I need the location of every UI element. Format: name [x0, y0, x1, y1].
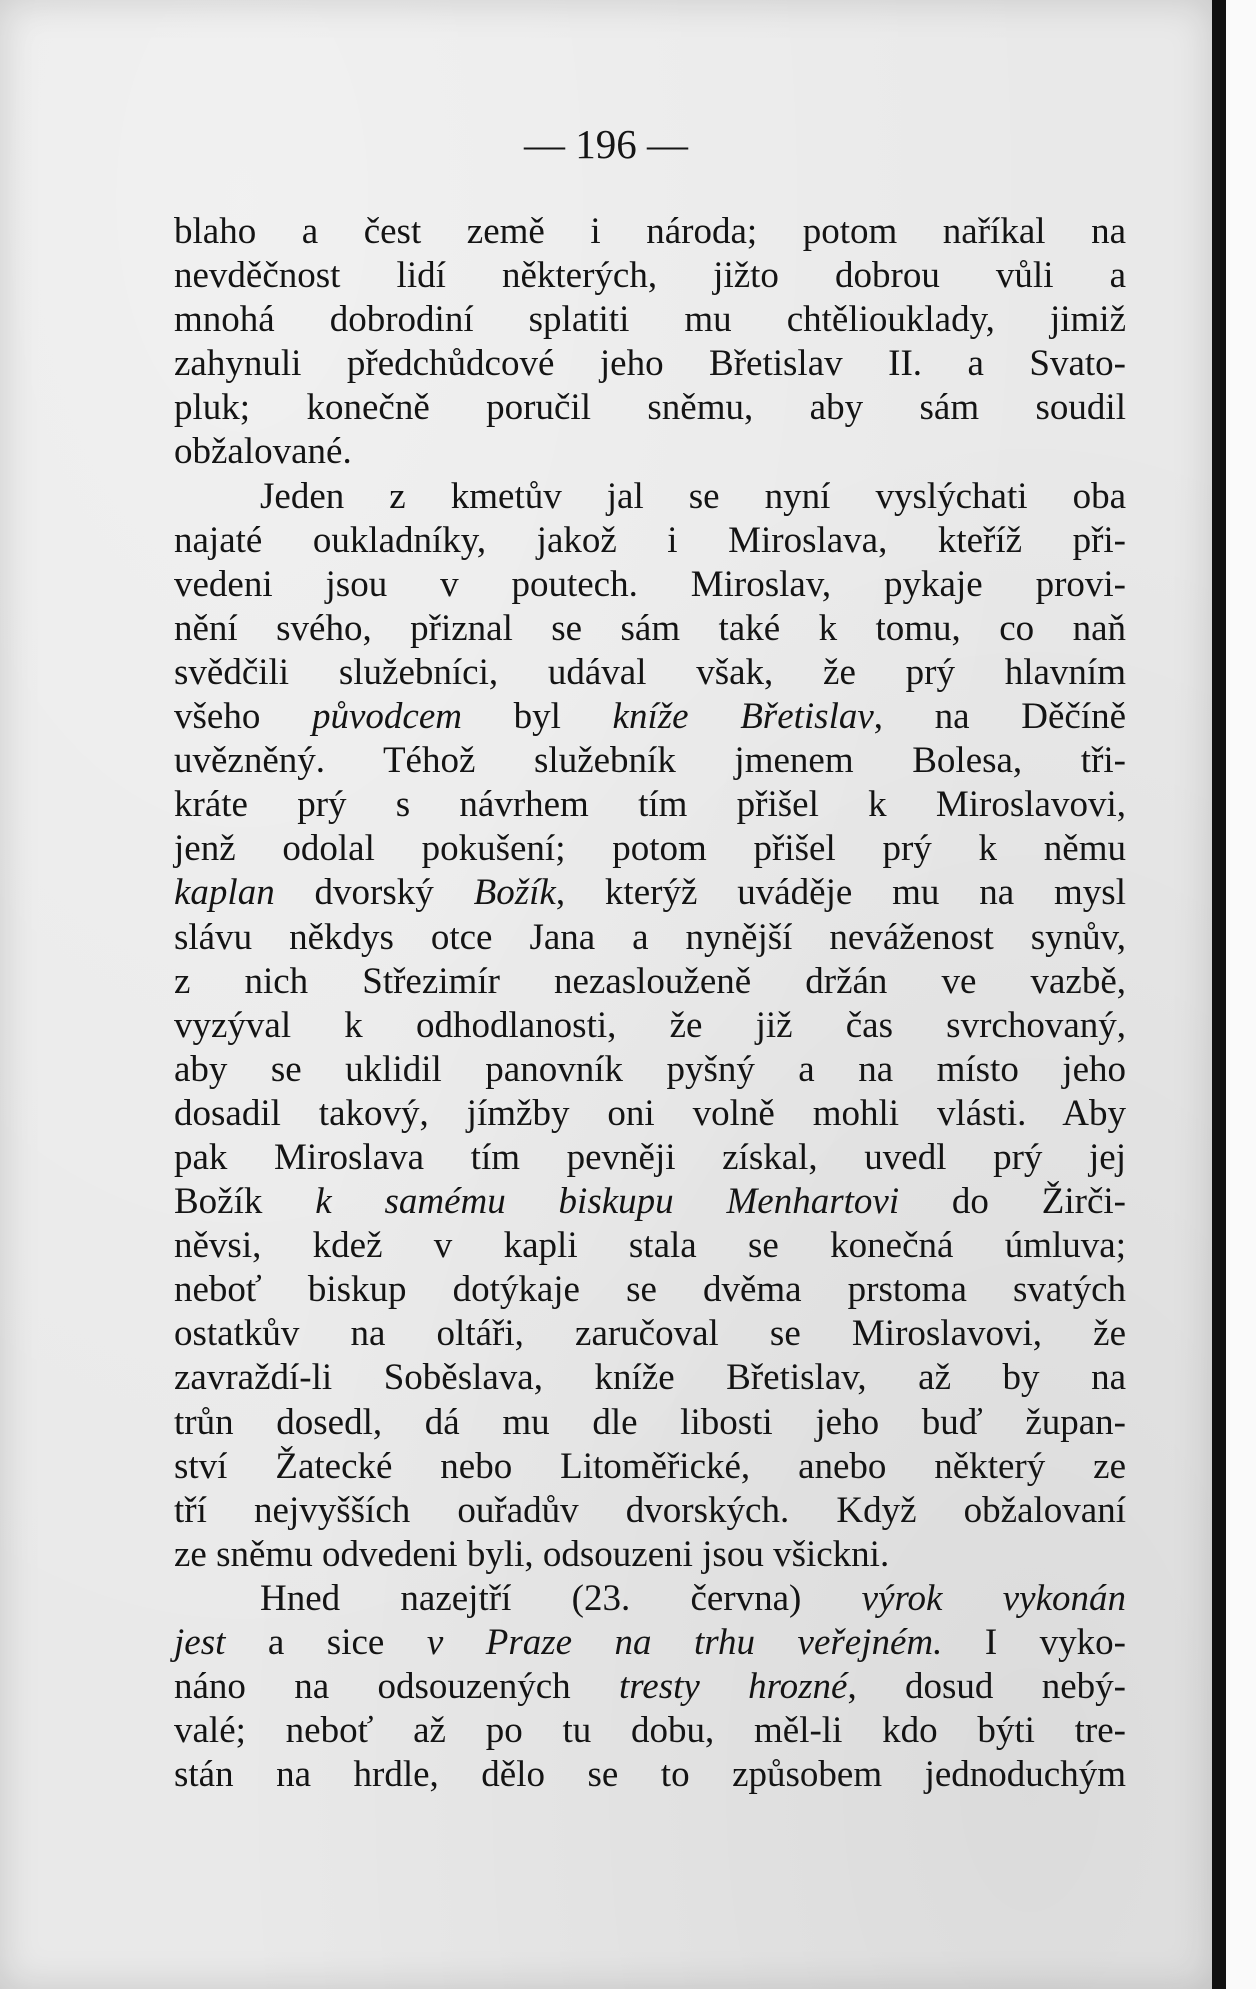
text-segment: nevděčnost lidí některých, jižto dobrou vůli a: [174, 255, 1126, 297]
scan-margin: [1226, 0, 1256, 1989]
italic-text: tresty hrozné: [618, 1666, 848, 1708]
text-line: [174, 871, 1126, 915]
text-line: [174, 1533, 1126, 1577]
text-segment: vedeni jsou v poutech. Miroslav, pykaje provi-: [174, 563, 1126, 605]
text-segment: I vyko-: [942, 1622, 1126, 1663]
page-number: — 196 —: [524, 121, 688, 167]
text-line: [174, 430, 1126, 474]
text-segment: všeho: [174, 696, 312, 738]
italic-text: výrok vykonán: [861, 1577, 1126, 1619]
text-line: [174, 960, 1126, 1004]
italic-text: jest: [174, 1622, 226, 1663]
text-line: [174, 651, 1126, 695]
text-segment: dosadil takový, jímžby oni volně mohli vlásti. Aby: [174, 1092, 1126, 1134]
text-segment: zavraždí-li Soběslava, kníže Břetislav, až by na: [174, 1357, 1126, 1399]
italic-text: původcem: [311, 696, 462, 738]
text-line: [174, 1577, 1126, 1621]
italic-text: kaplan: [174, 872, 275, 914]
text-segment: trůn dosedl, dá mu dle libosti jeho buď župan-: [174, 1401, 1126, 1443]
text-line: [174, 1445, 1126, 1489]
text-segment: zahynuli předchůdcové jeho Břetislav II. a Svato-: [174, 343, 1126, 385]
text-line: [174, 916, 1126, 960]
text-segment: z nich Střezimír nezaslouženě držán ve vazbě,: [174, 960, 1126, 1002]
text-line: [174, 827, 1126, 871]
text-segment: tří nejvyšších ouřadův dvorských. Když obžalovaní: [174, 1489, 1126, 1531]
text-segment: , kterýž uváděje mu na mysl: [555, 872, 1126, 914]
text-line: [174, 254, 1126, 298]
italic-text: Božík: [473, 872, 556, 914]
text-segment: náno na odsouzených: [174, 1666, 619, 1708]
text-line: [174, 1312, 1126, 1356]
text-line: [174, 1224, 1126, 1268]
italic-text: k samému biskupu Menhartovi: [315, 1181, 900, 1223]
text-segment: uvězněný. Téhož služebník jmenem Bolesa, tři-: [174, 740, 1126, 782]
text-line: [174, 739, 1126, 783]
text-segment: neboť biskup dotýkaje se dvěma prstoma svatých: [174, 1269, 1126, 1311]
text-segment: ství Žatecké nebo Litoměřické, anebo některý ze: [174, 1445, 1126, 1487]
text-line: [174, 1092, 1126, 1136]
text-segment: stán na hrdle, dělo se to způsobem jednoduchým: [174, 1754, 1126, 1796]
text-line: [174, 1709, 1126, 1753]
text-line: [174, 1048, 1126, 1092]
text-segment: do Žirči-: [899, 1181, 1126, 1223]
text-line: [174, 1665, 1126, 1709]
text-segment: obžalované.: [174, 431, 352, 473]
text-line: [174, 1004, 1126, 1048]
text-segment: něvsi, kdež v kapli stala se konečná úmluva;: [174, 1225, 1126, 1267]
text-line: [174, 1268, 1126, 1312]
text-segment: ze sněmu odvedeni byli, odsouzeni jsou všickni.: [174, 1533, 890, 1575]
text-line: [174, 1489, 1126, 1533]
text-segment: jenž odolal pokušení; potom přišel prý k němu: [174, 828, 1126, 870]
text-line: [174, 695, 1126, 739]
text-line: [174, 475, 1126, 519]
text-line: [174, 1136, 1126, 1180]
text-segment: dvorský: [274, 872, 474, 914]
text-segment: ostatkův na oltáři, zaručoval se Miroslavovi, že: [174, 1313, 1126, 1355]
text-segment: valé; neboť až po tu dobu, měl-li kdo býti tre-: [174, 1710, 1126, 1752]
text-line: [174, 1180, 1126, 1224]
text-segment: , dosud nebý-: [847, 1666, 1126, 1708]
text-segment: kráte prý s návrhem tím přišel k Miroslavovi,: [174, 784, 1126, 826]
text-line: [174, 1356, 1126, 1400]
italic-text: v Praze na trhu veřejném.: [426, 1622, 943, 1663]
text-segment: Hned nazejtří (23. června): [260, 1577, 862, 1619]
text-segment: slávu někdys otce Jana a nynější neváženost synův,: [174, 916, 1126, 958]
text-line: [174, 1753, 1126, 1797]
text-segment: pak Miroslava tím pevněji získal, uvedl prý jej: [174, 1136, 1126, 1178]
text-line: [174, 563, 1126, 607]
text-line: [174, 1401, 1126, 1445]
text-segment: vyzýval k odhodlanosti, že již čas svrchovaný,: [174, 1004, 1126, 1046]
text-segment: Jeden z kmetův jal se nyní vyslýchati oba: [260, 475, 1126, 517]
text-line: [174, 210, 1126, 254]
text-line: [174, 298, 1126, 342]
body-text: [174, 210, 1126, 1797]
text-segment: byl: [461, 696, 613, 738]
text-segment: , na Děčíně: [873, 696, 1126, 738]
text-line: [174, 607, 1126, 651]
text-segment: aby se uklidil panovník pyšný a na místo jeho: [174, 1048, 1126, 1090]
text-segment: pluk; konečně poručil sněmu, aby sám soudil: [174, 387, 1126, 429]
text-segment: blaho a čest země i národa; potom naříkal na: [174, 211, 1126, 252]
text-segment: a sice: [225, 1622, 427, 1663]
book-spine-edge: [1212, 0, 1226, 1989]
italic-text: kníže Břetislav: [612, 696, 874, 738]
text-segment: nění svého, přiznal se sám také k tomu, co naň: [174, 607, 1126, 649]
text-segment: svědčili služebníci, udával však, že prý hlavním: [174, 651, 1126, 693]
text-line: [174, 386, 1126, 430]
text-line: [174, 783, 1126, 827]
text-line: [174, 342, 1126, 386]
text-line: [174, 1621, 1126, 1665]
text-segment: najaté oukladníky, jakož i Miroslava, kteříž při-: [174, 519, 1126, 561]
text-line: [174, 519, 1126, 563]
text-segment: Božík: [174, 1181, 316, 1223]
text-segment: mnohá dobrodiní splatiti mu chtěliouklady, jimiž: [174, 299, 1126, 341]
